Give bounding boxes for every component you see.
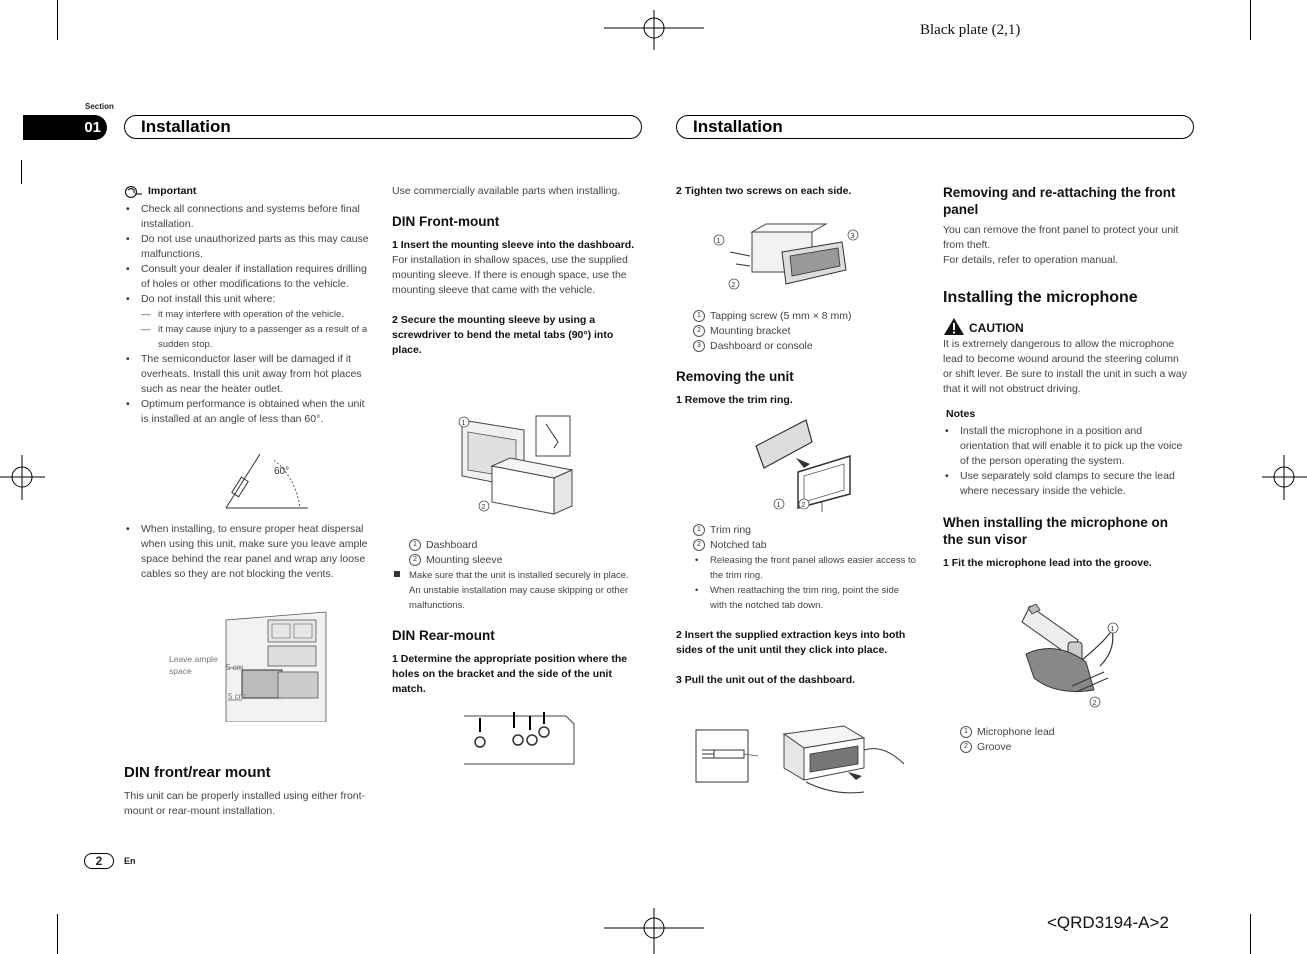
page-title-left: Installation xyxy=(124,115,642,139)
legend-item: 1 Microphone lead xyxy=(960,725,1189,740)
front-mount-legend xyxy=(392,538,642,568)
col3-lower xyxy=(676,309,916,408)
cm-label-1: 5 cm xyxy=(226,663,244,672)
list-item: — it may cause injury to a passenger as a result of a sudden stop. xyxy=(141,322,374,352)
legend-item: 1 Tapping screw (5 mm × 8 mm) xyxy=(693,309,916,324)
plate-label: Black plate (2,1) xyxy=(920,22,1021,38)
din-heading: DIN front/rear mount xyxy=(124,764,271,781)
footer-code: <QRD3194-A>2 xyxy=(1047,913,1169,932)
front-mount-notes xyxy=(392,538,642,697)
trim-notes-list xyxy=(676,553,916,613)
notes-heading: Notes xyxy=(946,408,976,420)
pull-step: 3 Pull the unit out of the dashboard. xyxy=(676,674,856,686)
registration-mark-top xyxy=(604,10,704,50)
svg-text:2: 2 xyxy=(481,504,486,511)
registration-mark-left xyxy=(0,455,45,500)
space-label-1: Leave ample xyxy=(169,654,218,664)
extraction-step: 2 Insert the supplied extraction keys into both sides of the unit until they click into place. xyxy=(676,629,906,656)
visor-heading: When installing the microphone on the sun visor xyxy=(943,515,1168,547)
intro-text: Use commercially available parts when installing. xyxy=(392,185,621,197)
cm-label-2: 5 cm xyxy=(228,692,246,701)
column-2 xyxy=(392,184,642,358)
stability-note: Make sure that the unit is installed securely in place. An unstable installation may cause skipping or other malfunctions. xyxy=(392,568,642,613)
heat-note xyxy=(124,522,374,582)
front-mount-diagram xyxy=(454,412,574,524)
extraction-diagram xyxy=(694,724,910,798)
legend-item: 2 Mounting bracket xyxy=(693,324,916,339)
caution-text: It is extremely dangerous to allow the microphone lead to become wound around the steering column or shift lever. Be sure to install the unit in such a way that it will not obstruct driving. xyxy=(943,338,1187,395)
mic-legend xyxy=(943,725,1189,755)
legend-item: 2 Notched tab xyxy=(693,538,916,553)
trim-legend xyxy=(676,523,916,553)
column-3 xyxy=(676,184,914,199)
din-text: This unit can be properly installed using either front-mount or rear-mount installation. xyxy=(124,790,366,817)
mic-heading: Installing the microphone xyxy=(943,289,1138,306)
svg-text:2: 2 xyxy=(801,502,806,509)
remove-heading: Removing the unit xyxy=(676,369,794,384)
column-1 xyxy=(124,184,374,427)
front-step-1: 1 Insert the mounting sleeve into the dashboard. xyxy=(392,239,635,251)
list-item: • Check all connections and systems before final installation. xyxy=(124,202,374,232)
front-step-1-text: For installation in shallow spaces, use the supplied mounting sleeve. If there is enough space, use the mounting sleeve that came with the vehicle. xyxy=(392,254,628,296)
section-label: Section xyxy=(85,102,114,111)
sub-list xyxy=(124,307,374,352)
svg-text:1: 1 xyxy=(716,238,721,245)
list-item: • Releasing the front panel allows easier access to the trim ring. xyxy=(693,553,916,583)
mic-legend-block xyxy=(943,725,1189,755)
list-item: • Consult your dealer if installation requires drilling of holes or other modifications to the vehicle. xyxy=(124,262,374,292)
trim-ring-diagram xyxy=(752,418,858,512)
svg-text:3: 3 xyxy=(850,233,855,240)
list-item: • Optimum performance is obtained when the unit is installed at an angle of less than 60°. xyxy=(124,397,374,427)
page-title-right: Installation xyxy=(676,115,1194,139)
registration-mark-right xyxy=(1262,455,1307,500)
list-item: • Do not install this unit where: xyxy=(124,292,374,307)
panel-text-1: You can remove the front panel to protect your unit from theft. xyxy=(943,224,1179,251)
section-number: 01 xyxy=(23,115,107,140)
list-item: • When reattaching the trim ring, point the side with the notched tab down. xyxy=(693,583,916,613)
svg-text:2: 2 xyxy=(731,282,736,289)
front-mount-heading: DIN Front-mount xyxy=(392,214,500,229)
svg-text:2: 2 xyxy=(1092,700,1097,707)
svg-text:1: 1 xyxy=(776,502,781,509)
front-step-2: 2 Secure the mounting sleeve by using a screwdriver to bend the metal tabs (90°) into place. xyxy=(392,314,614,356)
more-list xyxy=(124,352,374,427)
list-item: — it may interfere with operation of the vehicle. xyxy=(141,307,374,322)
trim-notes xyxy=(676,523,916,688)
panel-heading: Removing and re-attaching the front panel xyxy=(943,185,1176,217)
rear-mount-heading: DIN Rear-mount xyxy=(392,628,495,643)
list-item: • Install the microphone in a position and orientation that will enable it to pick up the voice of the person operating the system. xyxy=(943,424,1189,469)
screws-legend xyxy=(676,309,916,354)
legend-item: 1 Trim ring xyxy=(693,523,916,538)
visor-step-1: 1 Fit the microphone lead into the groove. xyxy=(943,557,1152,569)
important-list xyxy=(124,202,374,307)
list-item: • The semiconductor laser will be damaged if it overheats. Install this unit away from hot places such as near the heater outlet. xyxy=(124,352,374,397)
caution-row xyxy=(943,317,1189,337)
screws-diagram xyxy=(712,222,862,294)
list-item: • Use separately sold clamps to secure the lead where necessary inside the vehicle. xyxy=(943,469,1189,499)
important-icon xyxy=(124,185,143,198)
space-label-2: space xyxy=(169,666,192,676)
remove-step-1: 1 Remove the trim ring. xyxy=(676,394,793,406)
rear-mount-diagram xyxy=(462,710,576,766)
caution-label: CAUTION xyxy=(969,321,1024,335)
panel-text-2: For details, refer to operation manual. xyxy=(943,254,1119,266)
tighten-step: 2 Tighten two screws on each side. xyxy=(676,185,852,197)
microphone-diagram xyxy=(1016,600,1126,710)
dashboard-space-diagram xyxy=(168,610,328,722)
important-heading-row xyxy=(124,184,374,199)
column-4 xyxy=(943,184,1189,571)
page-number: 2 xyxy=(84,853,114,869)
din-section xyxy=(124,764,374,819)
angle-diagram xyxy=(224,452,308,510)
legend-item: 2 Mounting sleeve xyxy=(409,553,642,568)
language-label: En xyxy=(124,856,136,866)
list-item: • When installing, to ensure proper heat dispersal when using this unit, make sure you leave ample space behind the rear panel and wrap any loose cables so they are not blocking the vents. xyxy=(124,522,374,582)
legend-item: 1 Dashboard xyxy=(409,538,642,553)
list-item: • Do not use unauthorized parts as this may cause malfunctions. xyxy=(124,232,374,262)
note-square-icon xyxy=(394,571,400,577)
legend-item: 2 Groove xyxy=(960,740,1189,755)
angle-label: 60° xyxy=(274,466,290,477)
svg-text:1: 1 xyxy=(461,420,466,427)
warning-icon xyxy=(943,317,965,336)
svg-text:1: 1 xyxy=(1110,626,1115,633)
rear-step-1: 1 Determine the appropriate position where the holes on the bracket and the side of the unit match. xyxy=(392,653,628,695)
legend-item: 3 Dashboard or console xyxy=(693,339,916,354)
important-heading: Important xyxy=(148,185,197,197)
registration-mark-bottom xyxy=(604,908,704,954)
heat-list xyxy=(124,522,374,582)
notes-list xyxy=(943,424,1189,499)
